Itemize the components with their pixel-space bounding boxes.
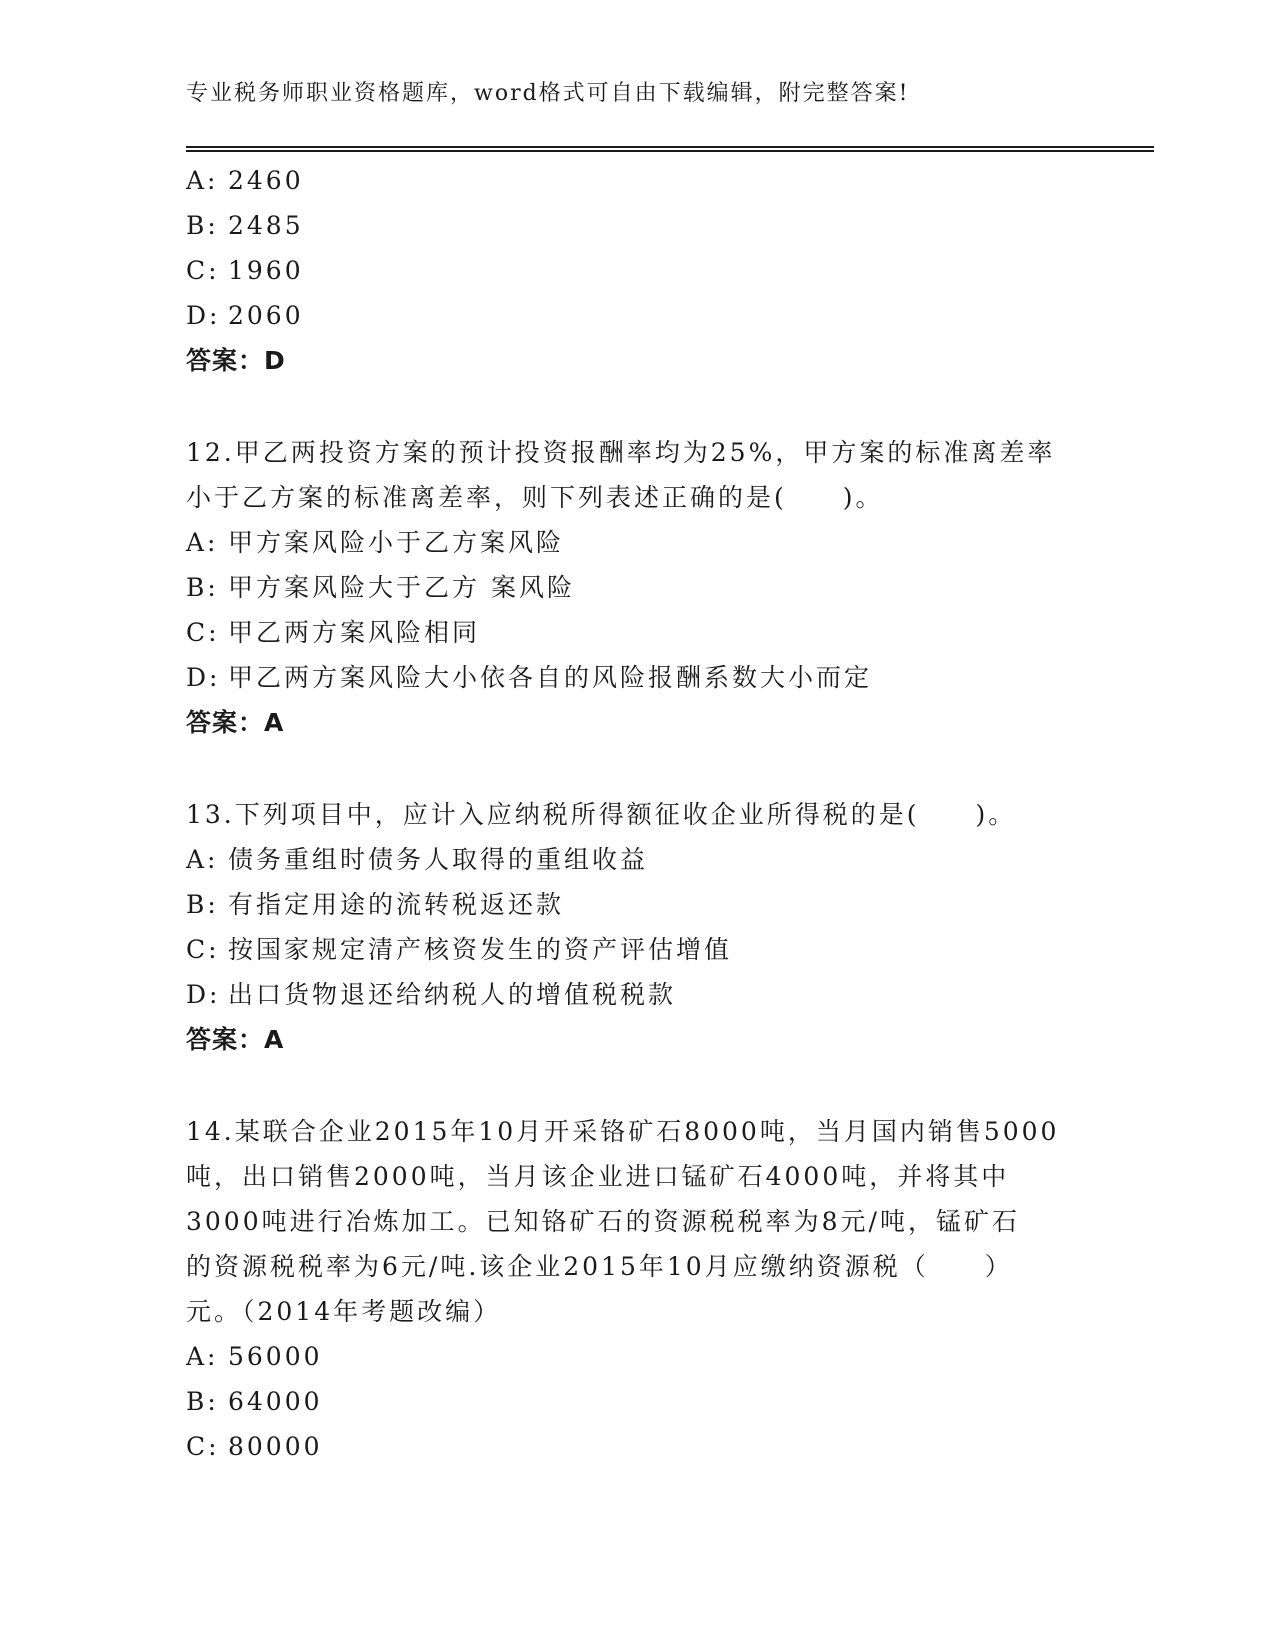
question-11 xyxy=(186,158,1086,383)
question-12 xyxy=(186,430,1086,745)
option-a: A: 甲方案风险小于乙方案风险 xyxy=(186,528,565,557)
spacer xyxy=(186,1062,1086,1109)
question-stem-line: 3000吨进行冶炼加工。已知铬矿石的资源税税率为8元/吨，锰矿石 xyxy=(186,1207,1020,1236)
answer-line: 答案：D xyxy=(186,346,286,375)
page-header: 专业税务师职业资格题库，word格式可自由下载编辑，附完整答案! xyxy=(186,81,910,106)
question-stem-line: 的资源税税率为6元/吨.该企业2015年10月应缴纳资源税（ ） xyxy=(186,1252,1013,1281)
answer-line: 答案：A xyxy=(186,708,285,737)
question-stem-line: 14.某联合企业2015年10月开采铬矿石8000吨，当月国内销售5000 xyxy=(186,1117,1060,1146)
question-13 xyxy=(186,792,1086,1062)
question-14 xyxy=(186,1109,1086,1469)
question-stem-line: 吨，出口销售2000吨，当月该企业进口锰矿石4000吨，并将其中 xyxy=(186,1162,1010,1191)
spacer xyxy=(186,383,1086,430)
option-c: C: 1960 xyxy=(186,256,304,285)
option-b: B: 有指定用途的流转税返还款 xyxy=(186,890,565,919)
option-d: D: 甲乙两方案风险大小依各自的风险报酬系数大小而定 xyxy=(186,663,873,692)
option-c: C: 按国家规定清产核资发生的资产评估增值 xyxy=(186,935,733,964)
option-c: C: 甲乙两方案风险相同 xyxy=(186,618,481,647)
option-c: C: 80000 xyxy=(186,1432,323,1461)
answer-line: 答案：A xyxy=(186,1025,285,1054)
header-double-rule xyxy=(186,146,1154,152)
question-stem-line: 小于乙方案的标准离差率，则下列表述正确的是( )。 xyxy=(186,483,884,512)
option-d: D: 2060 xyxy=(186,301,304,330)
option-b: B: 2485 xyxy=(186,211,304,240)
question-stem-line: 元。（2014年考题改编） xyxy=(186,1297,502,1326)
option-a: A: 56000 xyxy=(186,1342,323,1371)
option-b: B: 甲方案风险大于乙方 案风险 xyxy=(186,573,575,602)
option-d: D: 出口货物退还给纳税人的增值税税款 xyxy=(186,980,677,1009)
option-a: A: 2460 xyxy=(186,166,304,195)
option-b: B: 64000 xyxy=(186,1387,323,1416)
question-stem-line: 12.甲乙两投资方案的预计投资报酬率均为25%，甲方案的标准离差率 xyxy=(186,438,1056,467)
spacer xyxy=(186,745,1086,792)
question-content xyxy=(186,158,1086,1469)
question-stem-line: 13.下列项目中，应计入应纳税所得额征收企业所得税的是( )。 xyxy=(186,800,1017,829)
option-a: A: 债务重组时债务人取得的重组收益 xyxy=(186,845,649,874)
